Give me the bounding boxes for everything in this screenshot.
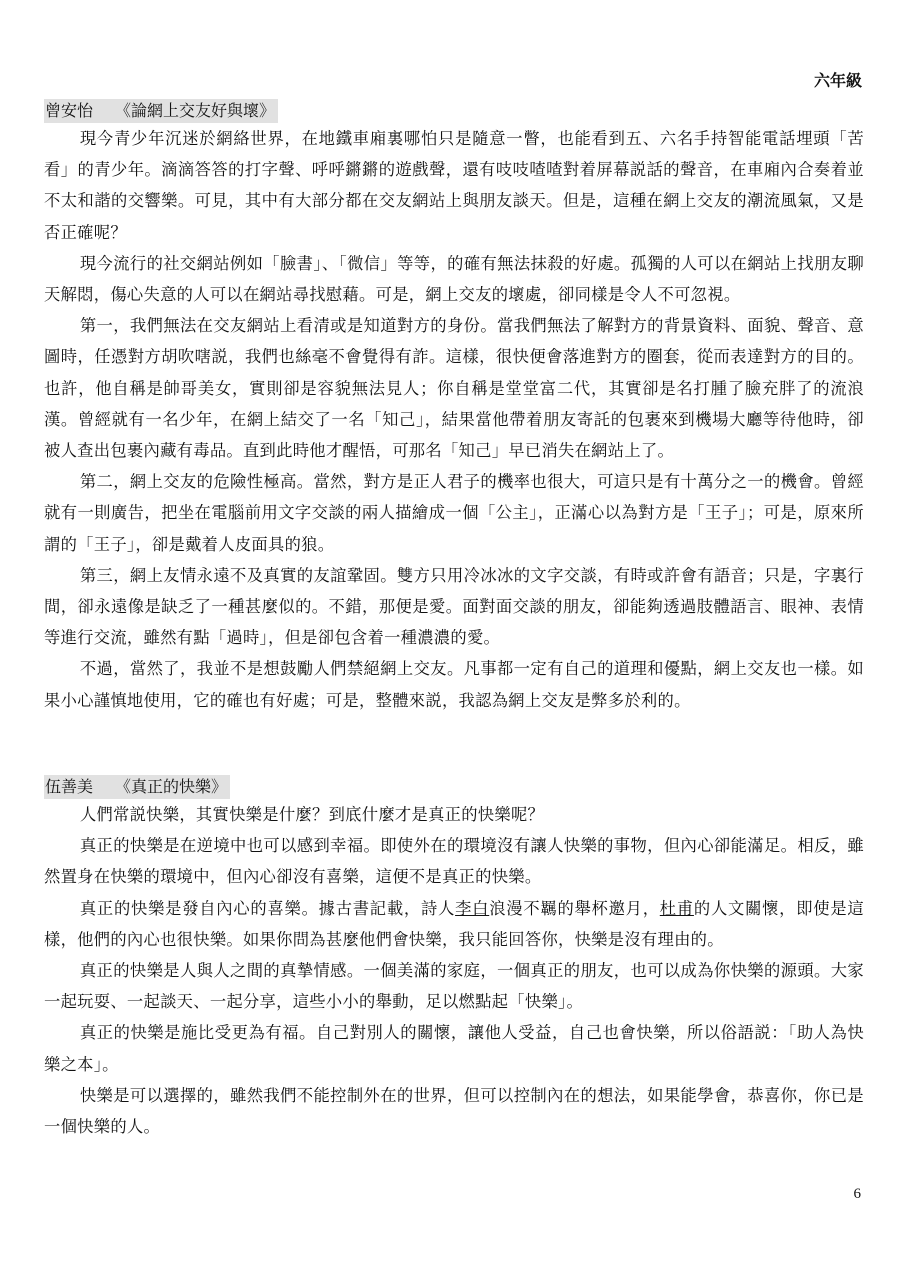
essay-paragraph: 真正的快樂是發自內心的喜樂。據古書記載，詩人李白浪漫不羈的舉杯邀月，杜甫的人文關懷，即使是這樣，他們的內心也很快樂。如果你問為甚麼他們會快樂，我只能回答你，快樂是沒有理由的。 (44, 898, 864, 949)
essay-author: 曾安怡 (45, 101, 94, 120)
essay-author: 伍善美 (45, 777, 94, 796)
essay-paragraph: 真正的快樂是在逆境中也可以感到幸福。即使外在的環境沒有讓人快樂的事物，但內心卻能滿足。相反，雖然置身在快樂的環境中，但內心卻沒有喜樂，這便不是真正的快樂。 (44, 836, 864, 887)
essay-paragraph: 現今流行的社交網站例如「臉書」、「微信」等等，的確有無法抹殺的好處。孤獨的人可以在網站上找朋友聊天解悶，傷心失意的人可以在網站尋找慰藉。可是，網上交友的壞處，卻同樣是令人不可忽視。 (44, 253, 864, 305)
grade-label: 六年級 (813, 71, 862, 90)
essay-paragraph: 不過，當然了，我並不是想鼓勵人們禁絕網上交友。凡事都一定有自己的道理和優點，網上交友也一樣。如果小心謹慎地使用，它的確也有好處；可是，整體來説，我認為網上交友是弊多於利的。 (44, 659, 864, 710)
essay-paragraph: 真正的快樂是施比受更為有福。自己對別人的關懷，讓他人受益，自己也會快樂，所以俗語説：「助人為快樂之本」。 (44, 1023, 864, 1074)
essay-paragraph: 真正的快樂是人與人之間的真摯情感。一個美滿的家庭，一個真正的朋友，也可以成為你快樂的源頭。大家一起玩耍、一起談天、一起分享，這些小小的舉動，足以燃點起「快樂」。 (44, 961, 864, 1012)
essay-title: 《真正的快樂》 (115, 777, 228, 796)
essay-title: 《論網上交友好與壞》 (115, 101, 276, 120)
essay-paragraph: 第二，網上交友的危險性極高。當然，對方是正人君子的機率也很大，可這只是有十萬分之一的機會。曾經就有一則廣告，把坐在電腦前用文字交談的兩人描繪成一個「公主」，正滿心以為對方是「王子」；可是，原來所謂的「王子」，卻是戴着人皮面具的狼。 (44, 472, 864, 554)
essay-paragraph: 第三，網上友情永遠不及真實的友誼鞏固。雙方只用冷冰冰的文字交談，有時或許會有語音；只是，字裏行間，卻永遠像是缺乏了一種甚麼似的。不錯，那便是愛。面對面交談的朋友，卻能夠透過肢體語言、眼神、表情等進行交流，雖然有點「過時」，但是卻包含着一種濃濃的愛。 (44, 565, 864, 648)
essay-paragraph: 現今青少年沉迷於網絡世界，在地鐵車廂裏哪怕只是隨意一瞥，也能看到五、六名手持智能電話埋頭「苦看」的青少年。滴滴答答的打字聲、呼呼鏘鏘的遊戲聲，還有吱吱喳喳對着屏幕説話的聲音，在車廂內合奏着並不太和諧的交響樂。可見，其中有大部分都在交友網站上與朋友談天。但是，這種在網上交友的潮流風氣，又是否正確呢？ (44, 129, 864, 242)
essay-heading (44, 775, 230, 799)
essay-paragraph: 快樂是可以選擇的，雖然我們不能控制外在的世界，但可以控制內在的想法，如果能學會，恭喜你，你已是一個快樂的人。 (44, 1085, 864, 1137)
page-number: 6 (853, 1186, 861, 1202)
proper-name: 杜甫 (659, 898, 694, 918)
essay-heading (44, 99, 278, 123)
essay-2 (44, 775, 864, 1142)
essay-1 (44, 99, 864, 716)
proper-name: 李白 (455, 898, 490, 918)
essay-paragraph: 第一，我們無法在交友網站上看清或是知道對方的身份。當我們無法了解對方的背景資料、面貌、聲音、意圖時，任憑對方胡吹嗐説，我們也絲毫不會覺得有詐。這樣，很快便會落進對方的圈套，從而表達對方的目的。也許，他自稱是帥哥美女，實則卻是容貌無法見人；你自稱是堂堂富二代，其實卻是名打腫了臉充胖了的流浪漢。曾經就有一名少年，在網上結交了一名「知己」，結果當他帶着朋友寄託的包裹來到機場大廳等待他時，卻被人查出包裹內藏有毒品。直到此時他才醒悟，可那名「知己」早已消失在網站上了。 (44, 316, 864, 461)
essay-paragraph: 人們常説快樂，其實快樂是什麼？到底什麼才是真正的快樂呢？ (79, 805, 545, 824)
